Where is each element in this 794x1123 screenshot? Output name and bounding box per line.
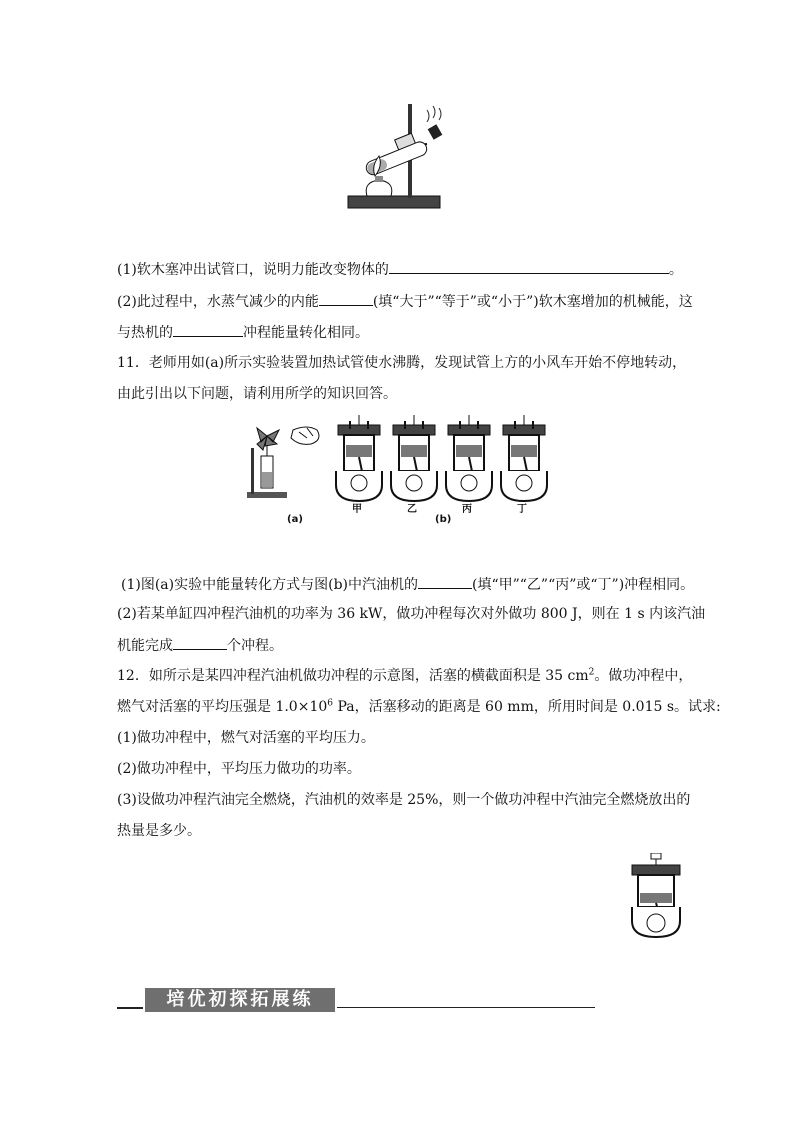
q11-blank-1[interactable] <box>418 573 472 589</box>
q10-blank-1[interactable] <box>389 258 669 274</box>
q10-part1: (1)软木塞冲出试管口，说明力能改变物体的 。 <box>117 258 683 280</box>
fig-a-label: (a) <box>287 514 303 525</box>
test-tube-heating-figure <box>345 100 455 215</box>
banner-rule-left <box>117 1007 143 1009</box>
q10-part2-cont: 与热机的 冲程能量转化相同。 <box>117 321 369 343</box>
q10-blank-3[interactable] <box>173 321 243 337</box>
engine-label-yi: 乙 <box>407 504 417 515</box>
q12-sub3: (3)设做功冲程汽油完全燃烧，汽油机的效率是 25%，则一个做功冲程中汽油完全燃烧放出的 <box>117 792 691 808</box>
pinwheel-apparatus-figure <box>245 420 335 500</box>
q10-blank-2[interactable] <box>319 290 373 306</box>
q11-stem-line1: 11．老师用如(a)所示实验装置加热试管使水沸腾，发现试管上方的小风车开始不停地转动， <box>117 355 687 371</box>
engine-diagram <box>336 415 382 501</box>
fig-b-label: (b) <box>435 514 452 525</box>
engine-label-bing: 丙 <box>462 504 472 515</box>
q11-part2: (2)若某单缸四冲程汽油机的功率为 36 kW，做功冲程每次对外做功 800 J，则在 1 s 内该汽油 <box>117 606 706 622</box>
q11-stem-line2: 由此引出以下问题，请利用所学的知识回答。 <box>117 386 397 402</box>
q12-sub1: (1)做功冲程中，燃气对活塞的平均压力。 <box>117 730 375 746</box>
four-stroke-engine-figure <box>330 415 560 505</box>
q12-stem-line1: 12．如所示是某四冲程汽油机做功冲程的示意图，活塞的横截面积是 35 $cm^2$。做功冲程中， <box>117 667 693 684</box>
q11-part2-cont: 机能完成 个冲程。 <box>117 634 283 656</box>
q10-part2: (2)此过程中，水蒸气减少的内能 (填“大于”“等于”或“小于”)软木塞增加的机械能，这 <box>117 290 693 312</box>
banner-rule-right <box>337 1007 595 1008</box>
power-stroke-engine-figure <box>628 853 684 939</box>
q12-stem-line2: 燃气对活塞的平均压强是 $1.0\times 10^6$ Pa，活塞移动的距离是 60 mm，所用时间是 0.015 s。试求: <box>117 698 721 715</box>
q12-sub3-cont: 热量是多少。 <box>117 823 201 839</box>
q12-sub2: (2)做功冲程中，平均压力做功的功率。 <box>117 761 361 777</box>
q11-blank-2[interactable] <box>173 634 227 650</box>
engine-label-ding: 丁 <box>517 504 527 515</box>
section-banner <box>117 986 597 1016</box>
engine-label-jia: 甲 <box>352 504 362 515</box>
banner-title: 培优初探拓展练 <box>145 988 335 1012</box>
q11-part1: (1)图(a)实验中能量转化方式与图(b)中汽油机的 (填“甲”“乙”“丙”或“丁”)冲程相同。 <box>121 573 694 595</box>
